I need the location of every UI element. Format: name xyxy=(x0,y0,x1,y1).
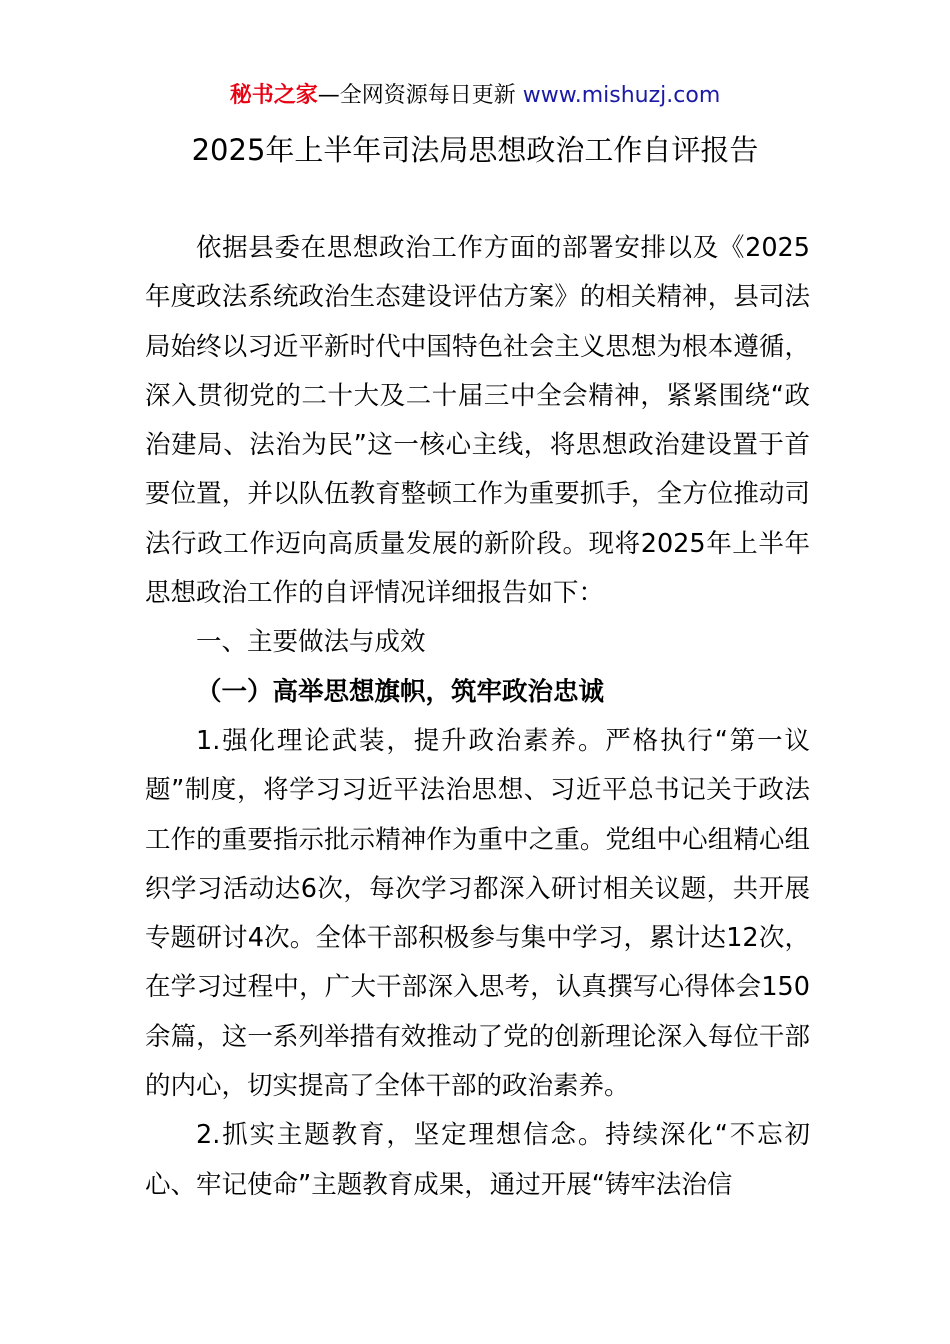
body-paragraph: 2.抓实主题教育，坚定理想信念。持续深化“不忘初心、牢记使命”主题教育成果，通过开展“铸牢法治信 xyxy=(145,1120,810,1200)
site-url[interactable]: www.mishuzj.com xyxy=(522,83,721,108)
document-body xyxy=(145,224,810,1210)
document-title: 2025年上半年司法局思想政治工作自评报告 xyxy=(191,133,759,167)
header-tagline: —全网资源每日更新 xyxy=(317,83,516,108)
subsection-heading: （一）高举思想旗帜，筑牢政治忠诚 xyxy=(196,676,605,707)
intro-paragraph: 依据县委在思想政治工作方面的部署安排以及《2025年度政法系统政治生态建设评估方案》的相关精神，县司法局始终以习近平新时代中国特色社会主义思想为根本遵循，深入贯彻党的二十大及二十届三中全会精神，紧紧围绕“政治建局、法治为民”这一核心主线，将思想政治建设置于首要位置，并以队伍教育整顿工作为重要抓手，全方位推动司法行政工作迈向高质量发展的新阶段。现将2025年上半年思想政治工作的自评情况详细报告如下： xyxy=(145,233,810,609)
body-paragraph: 1.强化理论武装，提升政治素养。严格执行“第一议题”制度，将学习习近平法治思想、习近平总书记关于政法工作的重要指示批示精神作为重中之重。党组中心组精心组织学习活动达6次，每次学习都深入研讨相关议题，共开展专题研讨4次。全体干部积极参与集中学习，累计达12次，在学习过程中，广大干部深入思考，认真撰写心得体会150余篇，这一系列举措有效推动了党的创新理论深入每位干部的内心，切实提高了全体干部的政治素养。 xyxy=(145,725,810,1102)
site-header xyxy=(0,82,950,110)
brand-name: 秘书之家 xyxy=(229,83,318,108)
section-heading: 一、主要做法与成效 xyxy=(196,627,426,658)
